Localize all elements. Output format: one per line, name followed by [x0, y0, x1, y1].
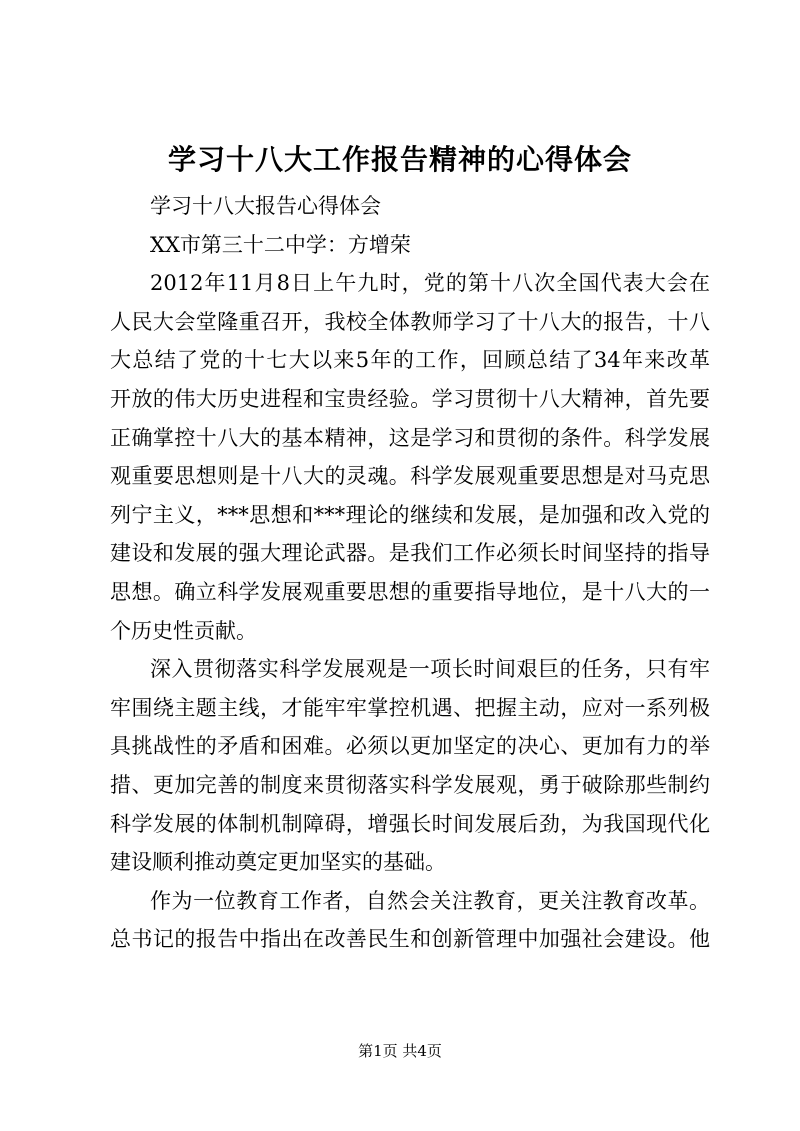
text-line: XX市第三十二中学：方增荣 [150, 232, 411, 257]
text-line: 总书记的报告中指出在改善民生和创新管理中加强社会建设。他 [110, 927, 710, 952]
text-line: 正确掌控十八大的基本精神，这是学习和贯彻的条件。科学发展 [110, 425, 710, 450]
text-line: 牢围绕主题主线，才能牢牢掌控机遇、把握主动，应对一系列极 [110, 695, 710, 720]
text-line: 作为一位教育工作者，自然会关注教育，更关注教育改革。 [150, 888, 710, 913]
text-line: 建设和发展的强大理论武器。是我们工作必须长时间坚持的指导 [110, 541, 710, 566]
text-line: 观重要思想则是十八大的灵魂。科学发展观重要思想是对马克思 [110, 464, 710, 489]
text-line: 个历史性贡献。 [110, 618, 257, 643]
text-line: 开放的伟大历史进程和宝贵经验。学习贯彻十八大精神，首先要 [110, 386, 710, 411]
text-line: 建设顺利推动奠定更加坚实的基础。 [110, 850, 446, 875]
text-line: 科学发展的体制机制障碍，增强长时间发展后劲，为我国现代化 [110, 811, 710, 836]
text-line: 思想。确立科学发展观重要思想的重要指导地位，是十八大的一 [110, 579, 710, 604]
text-line: 列宁主义，***思想和***理论的继续和发展，是加强和改入党的 [110, 502, 710, 527]
text-line: 具挑战性的矛盾和困难。必须以更加坚定的决心、更加有力的举 [110, 734, 710, 759]
text-line: 学习十八大报告心得体会 [150, 194, 381, 218]
text-line: 人民大会堂隆重召开，我校全体教师学习了十八大的报告，十八 [110, 309, 710, 334]
text-line: 措、更加完善的制度来贯彻落实科学发展观，勇于破除那些制约 [110, 772, 710, 797]
text-line: 2012年11月8日上午九时，党的第十八次全国代表大会在 [150, 271, 710, 296]
text-line: 大总结了党的十七大以来5年的工作，回顾总结了34年来改革 [110, 348, 710, 373]
document-body [110, 187, 710, 959]
document-title: 学习十八大工作报告精神的心得体会 [167, 143, 632, 176]
page-footer: 第1页 共4页 [358, 1042, 442, 1060]
text-line: 深入贯彻落实科学发展观是一项长时间艰巨的任务，只有牢 [150, 657, 710, 682]
